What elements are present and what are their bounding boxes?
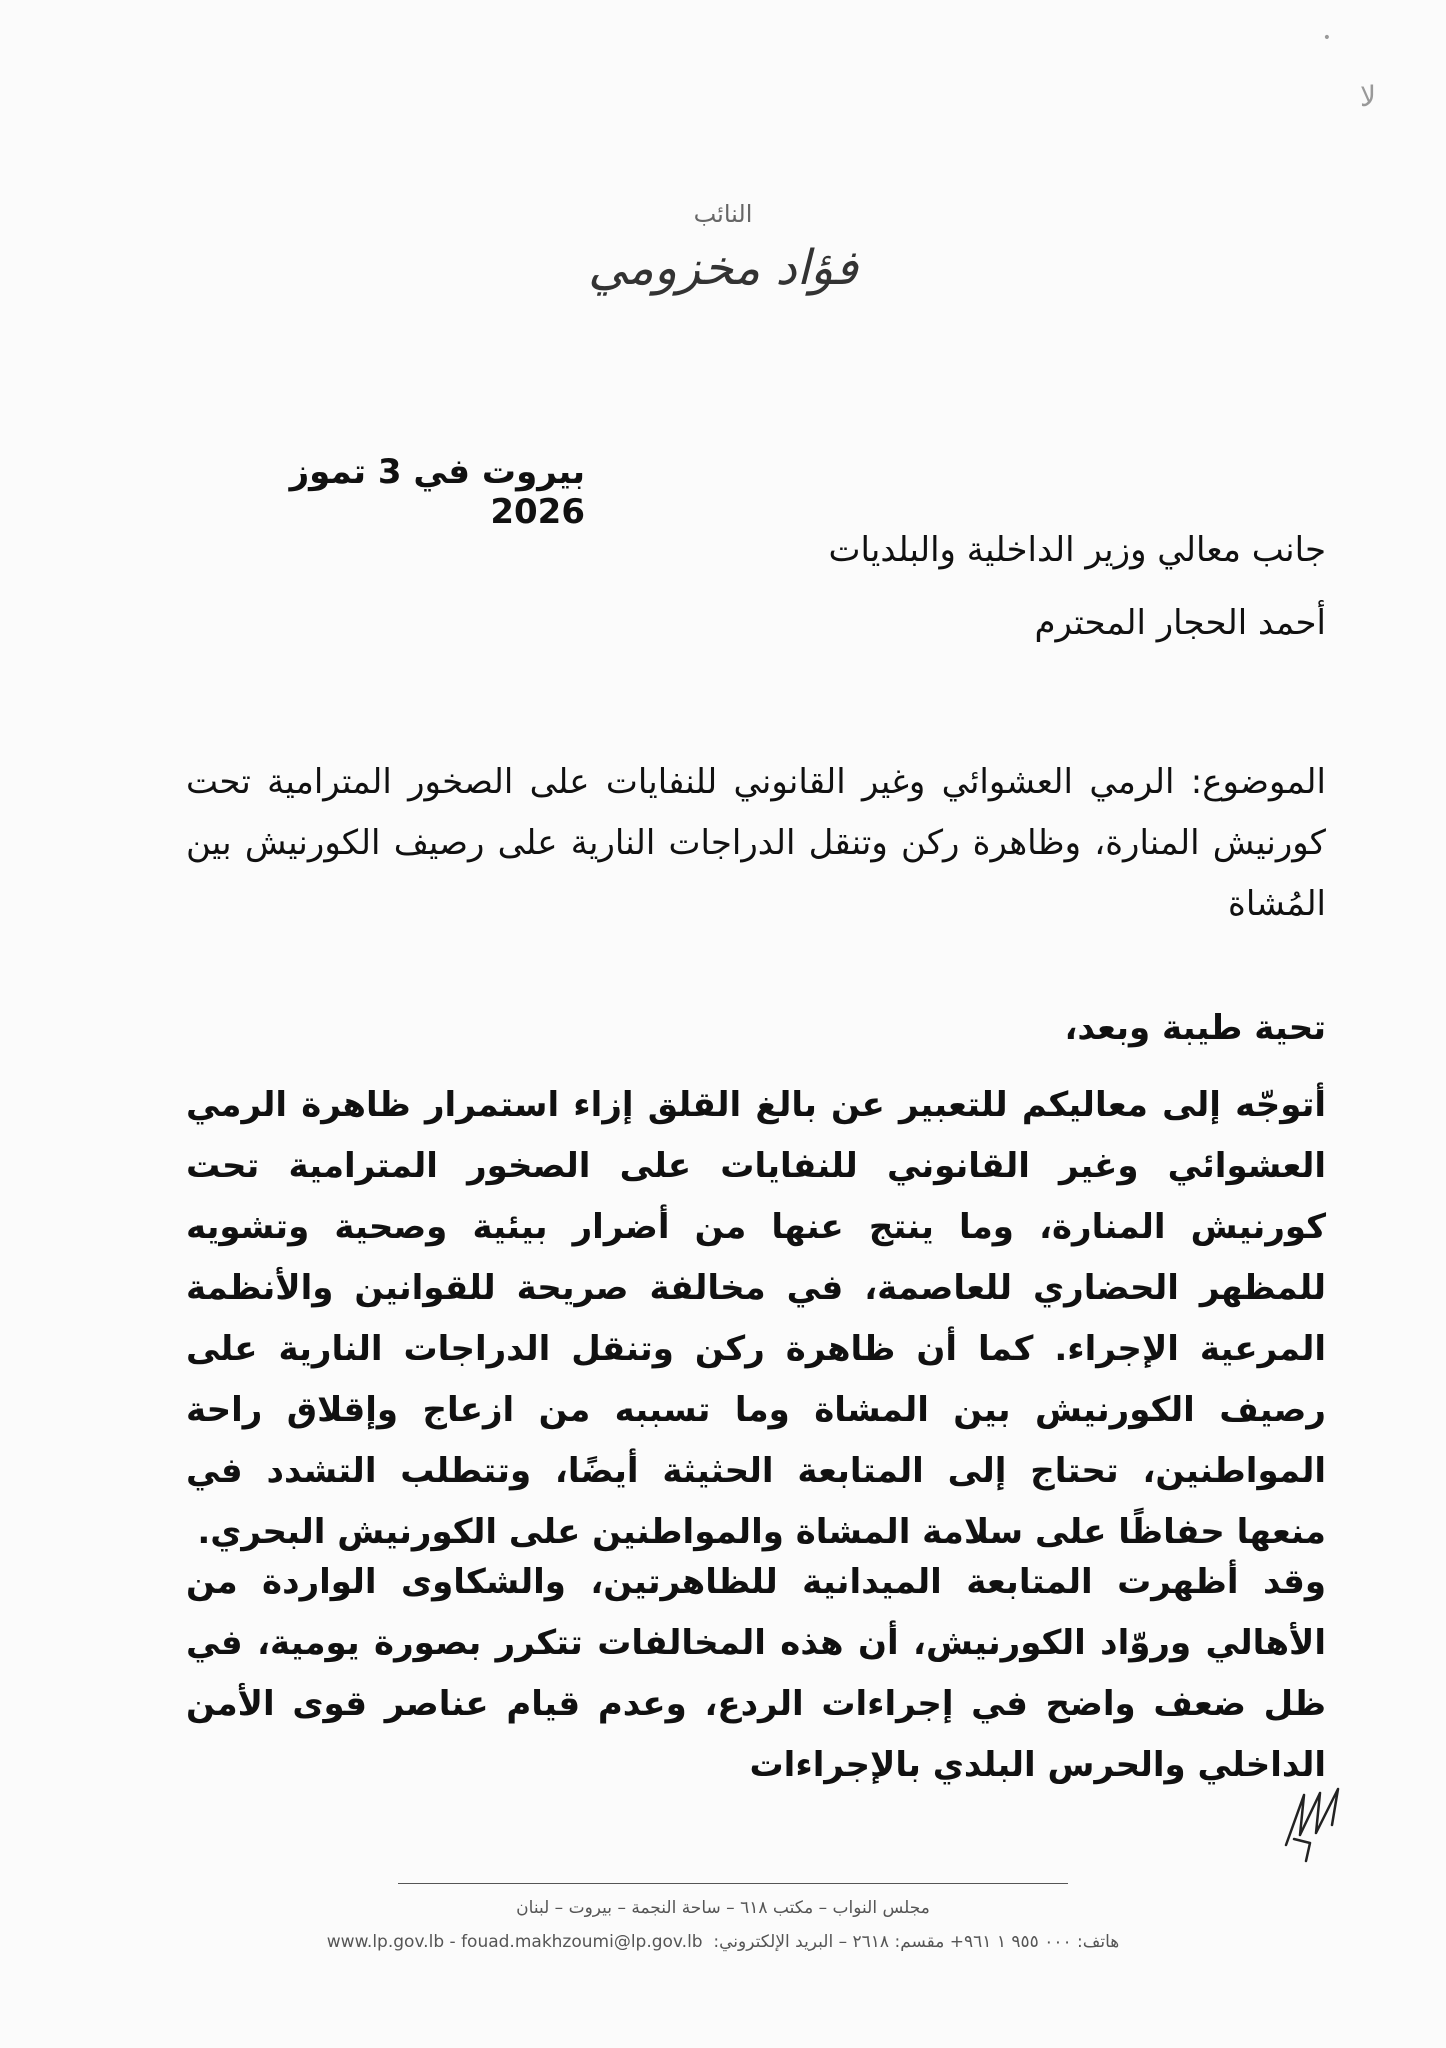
footer-email[interactable]: fouad.makhzoumi@lp.gov.lb [461, 1932, 703, 1952]
subject-line: الموضوع: الرمي العشوائي وغير القانوني للنفايات على الصخور المترامية تحت كورنيش المنارة، وظاهرة ركن وتنقل الدراجات النارية على رصيف الكورنيش بين المُشاة [186, 762, 1326, 924]
footer-contacts: www.lp.gov.lb - fouad.makhzoumi@lp.gov.lb هاتف: ٠٠٠ ٩٥٥ ١ ٩٦١+ مقسم: ٢٦١٨ – البريد الإلكتروني: [326, 1932, 1120, 1952]
date-line: بيروت في 3 تموز 2026 [289, 452, 585, 532]
body-paragraph-1: أتوجّه إلى معاليكم للتعبير عن بالغ القلق إزاء استمرار ظاهرة الرمي العشوائي وغير القانوني للنفايات على الصخور المترامية تحت كورنيش المنارة، وما ينتج عنها من أضرار بيئية وصحية وتشويه للمظهر الحضاري للعاصمة، في مخالفة صريحة للقوانين والأنظمة المرعية الإجراء. كما أن ظاهرة ركن وتنقل الدراجات النارية على رصيف الكورنيش بين المشاة وما تسببه من ازعاج وإقلاق راحة المواطنين، تحتاج إلى المتابعة الحثيثة أيضًا، وتتطلب التشدد في منعها حفاظًا على سلامة المشاة والمواطنين على الكورنيش البحري. [186, 1085, 1326, 1552]
scan-speck: • [1322, 30, 1331, 46]
footer-address: مجلس النواب – مكتب ٦١٨ – ساحة النجمة – بيروت – لبنان [516, 1898, 930, 1918]
initials-signature [1276, 1775, 1356, 1865]
scan-scribble-mark: ﻻ [1360, 80, 1376, 113]
letterhead [0, 200, 1446, 340]
footer-contact-label: هاتف: ٠٠٠ ٩٥٥ ١ ٩٦١+ مقسم: ٢٦١٨ – البريد الإلكتروني: [713, 1932, 1120, 1952]
letterhead-title: النائب [693, 200, 753, 228]
footer-divider [398, 1883, 1068, 1884]
body-paragraph-2: وقد أظهرت المتابعة الميدانية للظاهرتين، والشكاوى الواردة من الأهالي وروّاد الكورنيش، أن هذه المخالفات تتكرر بصورة يومية، في ظل ضعف واضح في إجراءات الردع، وعدم قيام عناصر قوى الأمن الداخلي والحرس البلدي بالإجراءات [186, 1562, 1326, 1785]
greeting: تحية طيبة وبعد، [1064, 1008, 1326, 1048]
letterhead-name: فؤاد مخزومي [588, 240, 858, 296]
addressee-line-1: جانب معالي وزير الداخلية والبلديات [828, 530, 1326, 570]
footer-website[interactable]: www.lp.gov.lb [326, 1932, 445, 1952]
addressee-line-2: أحمد الحجار المحترم [1034, 603, 1326, 643]
